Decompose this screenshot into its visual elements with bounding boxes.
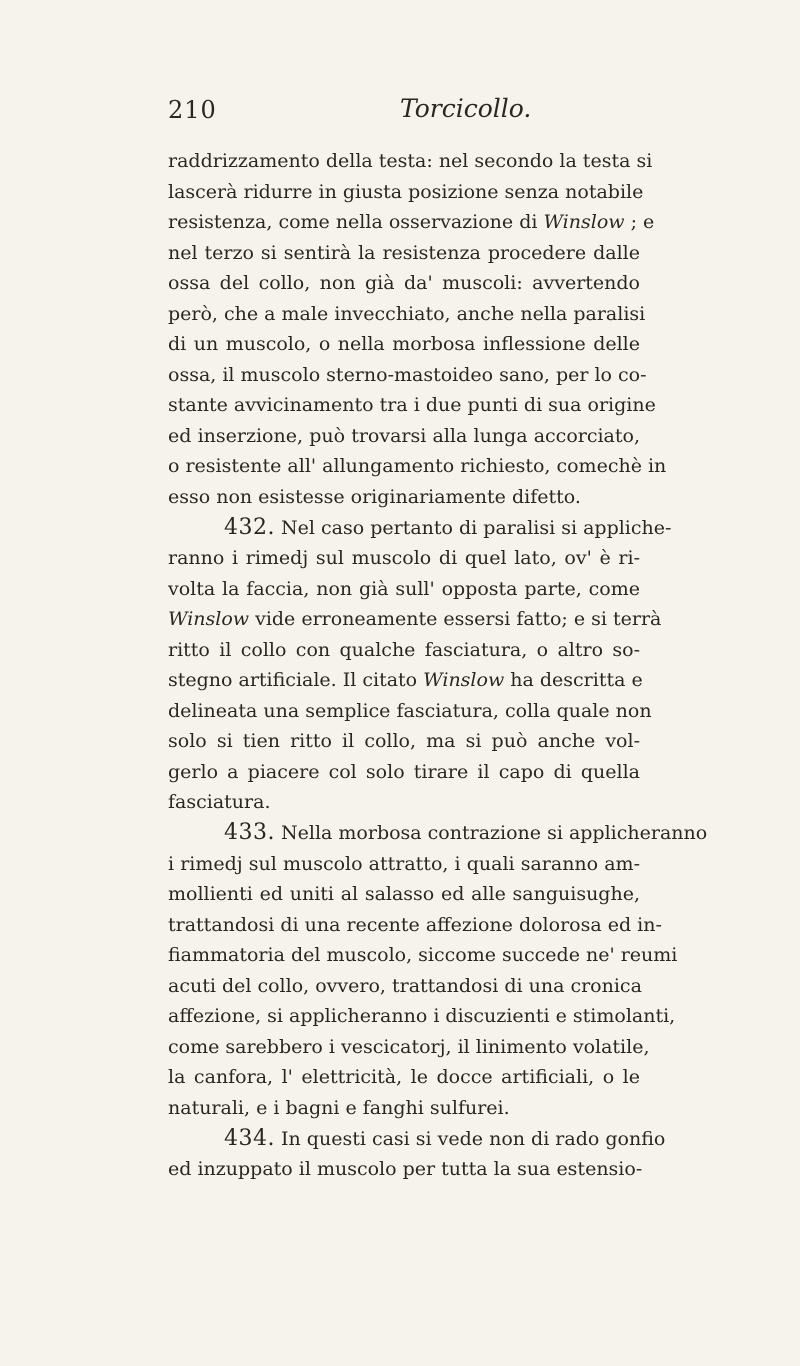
text-line	[168, 1032, 650, 1063]
page-header	[168, 96, 668, 130]
text-line	[168, 971, 640, 1002]
text-line	[168, 299, 646, 330]
running-title: Torcicollo.	[400, 94, 532, 123]
paragraph-start-line	[168, 513, 672, 544]
text-line	[168, 1001, 676, 1032]
line-text: i rimedj sul muscolo attratto, i quali saranno am-	[168, 852, 640, 875]
text-line	[168, 238, 640, 269]
line-text: esso non esistesse originariamente difetto.	[168, 486, 581, 509]
author-name: Winslow	[168, 608, 250, 631]
line-text: acuti del collo, ovvero, trattandosi di una cronica	[168, 974, 642, 997]
text-line	[168, 635, 640, 666]
line-text: volta la faccia, non già sull' opposta parte, come	[168, 577, 640, 600]
line-text-end: ; e	[624, 211, 655, 234]
text-line	[168, 1093, 640, 1124]
line-text: stante avvicinamento tra i due punti di sua origine	[168, 394, 656, 417]
text-line	[168, 849, 640, 880]
paragraph-start-line	[168, 1124, 666, 1155]
author-name: Winslow	[543, 211, 625, 234]
text-line	[168, 604, 662, 635]
line-text: come sarebbero i vescicatorj, il linimento volatile,	[168, 1035, 650, 1058]
line-text: stegno artificiale. Il citato	[168, 669, 424, 692]
line-text: ranno i rimedj sul muscolo di quel lato, ov' è ri-	[168, 547, 640, 570]
text-line	[168, 787, 640, 818]
line-text: delineata una semplice fasciatura, colla quale non	[168, 699, 652, 722]
line-text: mollienti ed uniti al salasso ed alle sanguisughe,	[168, 883, 640, 906]
text-line	[168, 451, 667, 482]
text-line	[168, 940, 678, 971]
body-text	[168, 146, 708, 1185]
text-line	[168, 726, 640, 757]
text-line	[168, 574, 640, 605]
text-line	[168, 177, 644, 208]
line-text: ed inserzione, può trovarsi alla lunga accorciato,	[168, 424, 640, 447]
line-text: Nel caso pertanto di paralisi si appliche-	[274, 516, 672, 539]
line-text: fasciatura.	[168, 791, 271, 814]
line-text: o resistente all' allungamento richiesto, comechè in	[168, 455, 667, 478]
line-text: di un muscolo, o nella morbosa inflessione delle	[168, 333, 640, 356]
paragraph-number: 432.	[224, 514, 275, 540]
paragraph-number: 433.	[224, 820, 275, 846]
author-name: Winslow	[423, 669, 505, 692]
line-text: trattandosi di una recente affezione dolorosa ed in-	[168, 913, 662, 936]
line-text: solo si tien ritto il collo, ma si può anche vol-	[168, 730, 640, 753]
line-text: gerlo a piacere col solo tirare il capo di quella	[168, 760, 640, 783]
text-line	[168, 910, 662, 941]
line-text: ossa, il muscolo sterno-mastoideo sano, per lo co-	[168, 363, 647, 386]
text-line	[168, 543, 640, 574]
line-text: resistenza, come nella osservazione di	[168, 211, 544, 234]
line-text: affezione, si applicheranno i discuzienti e stimolanti,	[168, 1005, 676, 1028]
text-line	[168, 1154, 643, 1185]
line-text: fiammatoria del muscolo, siccome succede ne' reumi	[168, 944, 678, 967]
line-text-end: ha descritta e	[504, 669, 643, 692]
line-text: però, che a male invecchiato, anche nella paralisi	[168, 302, 646, 325]
line-text: ossa del collo, non già da' muscoli: avvertendo	[168, 272, 640, 295]
text-line	[168, 268, 640, 299]
line-text: naturali, e i bagni e fanghi sulfurei.	[168, 1096, 510, 1119]
paragraph-start-line	[168, 818, 708, 849]
text-line	[168, 482, 640, 513]
text-line	[168, 329, 640, 360]
line-text: In questi casi si vede non di rado gonfio	[274, 1127, 666, 1150]
text-line	[168, 360, 647, 391]
text-line	[168, 665, 643, 696]
text-line	[168, 146, 653, 177]
text-line	[168, 1062, 640, 1093]
line-text: lascerà ridurre in giusta posizione senza notabile	[168, 180, 644, 203]
line-text: ed inzuppato il muscolo per tutta la sua estensio-	[168, 1158, 643, 1181]
text-line	[168, 696, 652, 727]
text-line	[168, 879, 640, 910]
line-text: vide erroneamente essersi fatto; e si terrà	[249, 608, 662, 631]
text-line	[168, 421, 640, 452]
line-text: raddrizzamento della testa: nel secondo la testa si	[168, 150, 653, 172]
line-text: Nella morbosa contrazione si applicheranno	[274, 822, 708, 845]
line-text: ritto il collo con qualche fasciatura, o altro so-	[168, 638, 640, 661]
paragraph-number: 434.	[224, 1125, 275, 1151]
text-line	[168, 390, 656, 421]
text-line	[168, 757, 640, 788]
line-text: nel terzo si sentirà la resistenza procedere dalle	[168, 241, 640, 264]
page-number: 210	[168, 96, 217, 124]
text-line	[168, 207, 655, 238]
line-text: la canfora, l' elettricità, le docce artificiali, o le	[168, 1066, 640, 1089]
